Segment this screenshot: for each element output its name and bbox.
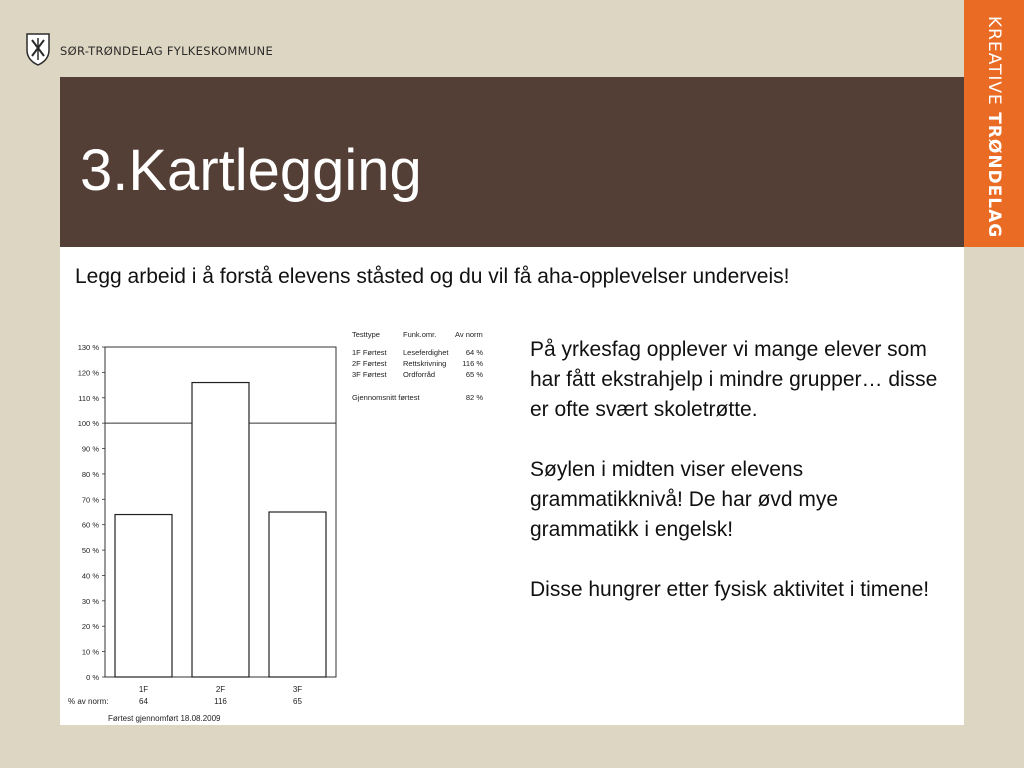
y-tick-label: 20 % (81, 622, 99, 632)
y-tick-label: 40 % (81, 571, 99, 581)
row-value: 64 (139, 697, 148, 706)
y-tick-label: 60 % (81, 520, 99, 530)
row-label: % av norm: (68, 697, 109, 706)
bar-chart (60, 325, 500, 725)
y-tick-label: 100 % (77, 419, 99, 429)
legend-header: Testtype (352, 330, 380, 339)
legend-area: Ordforråd (403, 370, 436, 379)
intro-text: Legg arbeid i å forstå elevens ståsted og du vil få aha-opplevelser underveis! (75, 265, 790, 288)
bar-2F (192, 383, 249, 677)
y-tick-label: 90 % (81, 444, 99, 454)
slide-title: 3.Kartlegging (80, 138, 422, 203)
legend-summary-value: 82 % (465, 393, 483, 402)
county-logo (24, 32, 324, 66)
y-tick-label: 80 % (81, 469, 99, 479)
logo-text: SØR-TRØNDELAG FYLKESKOMMUNE (60, 44, 274, 58)
chart-footer: Førtest gjennomført 18.08.2009 (108, 714, 221, 723)
legend-area: Rettskrivning (403, 359, 447, 368)
y-tick-label: 10 % (81, 647, 99, 657)
paragraph-1: På yrkesfag opplever vi mange elever som har fått ekstrahjelp i mindre grupper… disse er ofte svært skoletrøtte. (530, 338, 938, 421)
legend-norm: 65 % (465, 370, 483, 379)
brand-text (984, 16, 1004, 238)
brand-text-bold: TRØNDELAG (984, 112, 1004, 239)
y-tick-label: 120 % (77, 368, 99, 378)
body-text (530, 335, 950, 635)
legend-header: Av norm (455, 330, 483, 339)
coat-of-arms-icon (24, 32, 52, 66)
y-tick-label: 0 % (86, 673, 99, 682)
x-tick-label: 2F (215, 685, 226, 694)
brand-text-light: KREATIVE (984, 16, 1004, 113)
y-tick-label: 70 % (81, 495, 99, 505)
y-tick-label: 30 % (81, 596, 99, 606)
bar-3F (269, 512, 326, 677)
y-tick-label: 130 % (77, 343, 99, 352)
title-band (60, 77, 964, 247)
brand-side-band (964, 0, 1024, 247)
legend-testtype: 3F Førtest (352, 370, 387, 379)
x-tick-label: 3F (292, 685, 303, 694)
paragraph-3: Disse hungrer etter fysisk aktivitet i timene! (530, 578, 930, 601)
legend-testtype: 2F Førtest (352, 359, 387, 368)
row-value: 65 (293, 697, 302, 706)
y-tick-label: 50 % (81, 546, 99, 556)
legend-header: Funk.omr. (403, 330, 437, 339)
bar-1F (115, 515, 172, 677)
slide-content (60, 247, 964, 725)
legend-testtype: 1F Førtest (352, 348, 387, 357)
paragraph-2: Søylen i midten viser elevens grammatikknivå! De har øvd mye grammatikk i engelsk! (530, 458, 839, 541)
y-tick-label: 110 % (78, 393, 99, 403)
legend-area: Leseferdighet (403, 348, 449, 357)
legend-norm: 116 % (462, 359, 483, 368)
legend-summary-label: Gjennomsnitt førtest (352, 393, 420, 402)
x-tick-label: 1F (138, 685, 149, 694)
legend-norm: 64 % (465, 348, 483, 357)
row-value: 116 (214, 697, 227, 706)
